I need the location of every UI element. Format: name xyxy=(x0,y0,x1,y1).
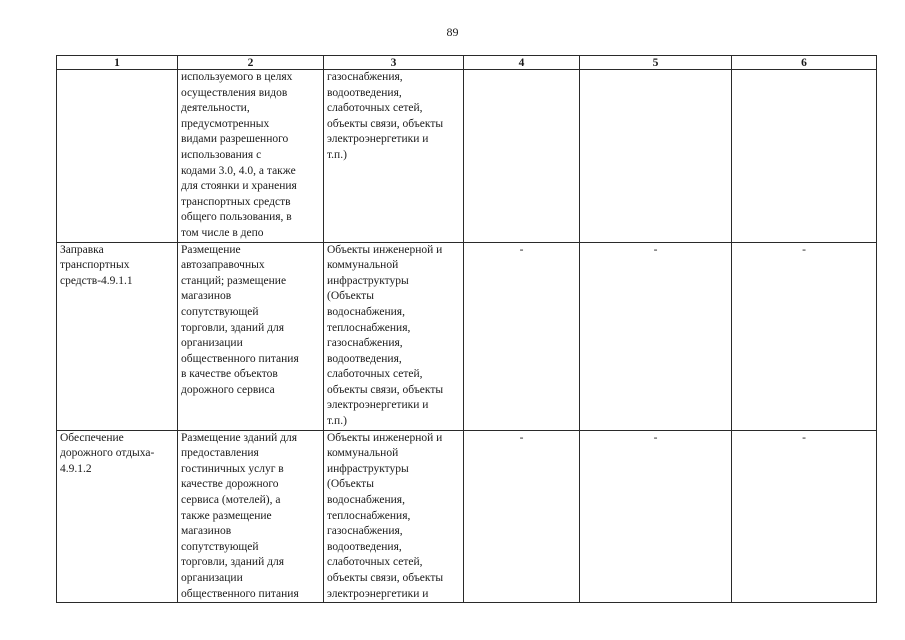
column-header-2: 2 xyxy=(178,56,324,70)
table-row xyxy=(57,70,877,243)
table-cell: Объекты инженерной и коммунальной инфраструктуры (Объекты водоснабжения, теплоснабжения, газоснабжения, водоотведения, слаботочных сетей, объекты связи, объекты электроэнергетики и т.п.) xyxy=(324,242,464,430)
table-cell: Обеспечение дорожного отдыха- 4.9.1.2 xyxy=(57,430,178,603)
table-cell: - xyxy=(580,430,732,603)
column-header-3: 3 xyxy=(324,56,464,70)
column-header-1: 1 xyxy=(57,56,178,70)
table-cell: Размещение автозаправочных станций; размещение магазинов сопутствующей торговли, зданий для организации общественного питания в качестве объектов дорожного сервиса xyxy=(178,242,324,430)
table-row xyxy=(57,430,877,603)
header-row xyxy=(57,56,877,70)
column-header-6: 6 xyxy=(732,56,877,70)
table-cell: используемого в целях осуществления видов деятельности, предусмотренных видами разрешенного использования с кодами 3.0, 4.0, а также для стоянки и хранения транспортных средств общего пользования, в том числе в депо xyxy=(178,70,324,243)
column-header-4: 4 xyxy=(464,56,580,70)
table-cell xyxy=(580,70,732,243)
table-cell: - xyxy=(464,242,580,430)
column-header-5: 5 xyxy=(580,56,732,70)
table-cell: Объекты инженерной и коммунальной инфраструктуры (Объекты водоснабжения, теплоснабжения, газоснабжения, водоотведения, слаботочных сетей, объекты связи, объекты электроэнергетики и xyxy=(324,430,464,603)
table-cell: Размещение зданий для предоставления гостиничных услуг в качестве дорожного сервиса (мотелей), а также размещение магазинов сопутствующей торговли, зданий для организации общественного питания xyxy=(178,430,324,603)
table-cell: - xyxy=(732,430,877,603)
table-cell: газоснабжения, водоотведения, слаботочных сетей, объекты связи, объекты электроэнергетики и т.п.) xyxy=(324,70,464,243)
page-number: 89 xyxy=(446,25,459,39)
document-table xyxy=(56,55,877,603)
table-cell: - xyxy=(732,242,877,430)
table-cell xyxy=(464,70,580,243)
table-cell xyxy=(732,70,877,243)
table-cell: - xyxy=(464,430,580,603)
table-cell: - xyxy=(580,242,732,430)
table-row xyxy=(57,242,877,430)
table-cell xyxy=(57,70,178,243)
table-cell: Заправка транспортных средств-4.9.1.1 xyxy=(57,242,178,430)
